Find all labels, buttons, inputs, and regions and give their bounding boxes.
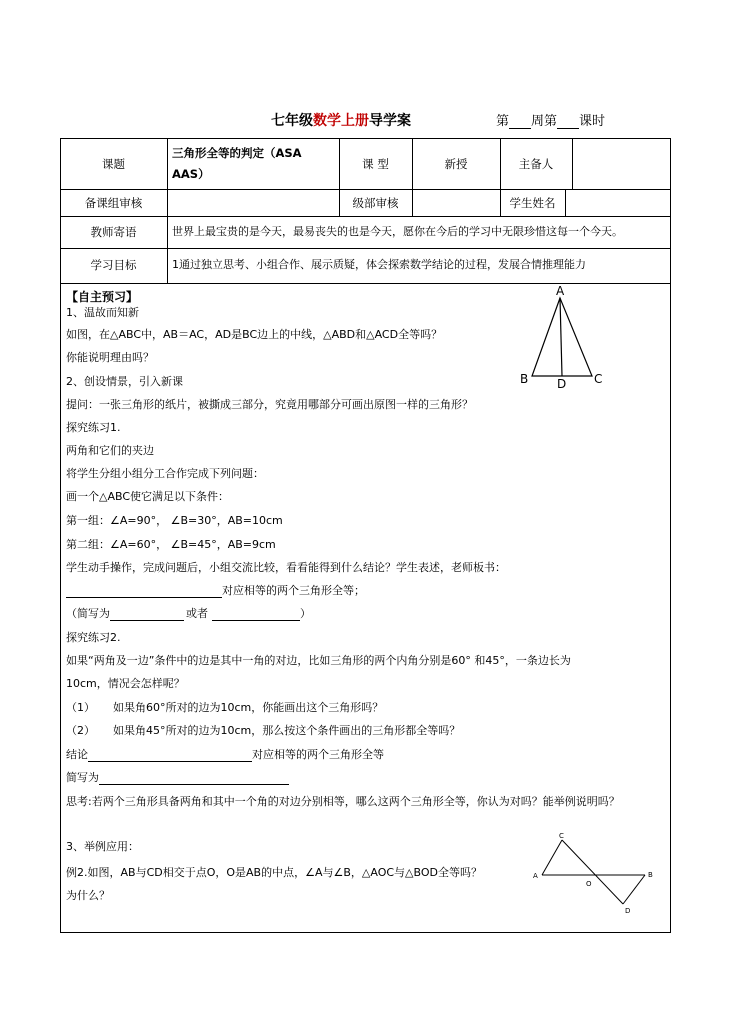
explore2-question-2: 10cm，情况会怎样呢？ [66, 677, 185, 690]
title-grade: 七年级 [271, 113, 313, 129]
table-rule [60, 216, 671, 217]
review-title: 1、温故而知新 [66, 306, 139, 319]
example-title: 3、举例应用： [66, 840, 139, 853]
label-b: B [648, 871, 653, 879]
label-d: D [625, 907, 631, 915]
label-b: B [520, 372, 529, 386]
explore1-title: 探究练习1. [66, 421, 121, 434]
table-rule [60, 248, 671, 249]
example-question: 例2.如图，AB与CD相交于点O，O是AB的中点，∠A与∠B，△AOC与△BOD全等吗？ [66, 866, 482, 879]
teacher-message-label: 教师寄语 [90, 225, 137, 239]
dept-review-label: 级部审核 [352, 196, 399, 210]
label-d: D [557, 377, 567, 391]
topic-label: 课题 [102, 157, 125, 171]
table-rule [565, 189, 566, 216]
learning-goal-text: 1通过独立思考、小组合作、展示质疑，体会探索数学结论的过程，发展合情推理能力 [172, 258, 586, 271]
table-rule [572, 138, 573, 189]
abbr2-blank[interactable] [99, 773, 289, 785]
conclusion2-line: 结论 对应相等的两个三角形全等 [66, 748, 384, 761]
section-title: 【自主预习】 [66, 290, 139, 304]
example-why: 为什么？ [66, 889, 110, 902]
week-lesson-field: 第 周第 课时 [496, 114, 606, 129]
abbr-blank1[interactable] [110, 609, 184, 621]
explore2-title: 探究练习2. [66, 631, 121, 644]
think-question: 思考:若两个三角形具备两角和其中一个角的对边分别相等，哪么这两个三角形全等，你认为对吗？能举例说明吗？ [66, 795, 620, 808]
week-blank[interactable] [509, 116, 531, 129]
intersecting-triangles-figure [528, 828, 664, 920]
scene-question: 提问：一张三角形的纸片，被撕成三部分，究竟用哪部分可画出原图一样的三角形？ [66, 398, 473, 411]
conclusion2-blank[interactable] [88, 750, 252, 762]
topic-line1: 三角形全等的判定（ASA [172, 146, 302, 160]
abbr-line: （简写为 或者 ） [66, 607, 311, 620]
students-do: 学生动手操作，完成问题后，小组交流比较，看看能得到什么结论？学生表述，老师板书： [66, 561, 506, 574]
label-a: A [533, 872, 538, 880]
conclusion1-line: 对应相等的两个三角形全等； [66, 584, 365, 598]
explore2-item2: （2） 如果角45°所对的边为10cm，那么按这个条件画出的三角形都全等吗？ [66, 724, 461, 737]
review-question-reason: 你能说明理由吗？ [66, 351, 154, 364]
label-o: O [586, 880, 592, 888]
abbr2-line: 简写为 [66, 771, 289, 785]
label-c: C [559, 832, 564, 840]
explore1-draw: 画一个△ABC使它满足以下条件： [66, 490, 230, 503]
explore2-item1: （1） 如果角60°所对的边为10cm，你能画出这个三角形吗？ [66, 701, 384, 714]
label-c: C [594, 372, 603, 386]
explore1-subtitle: 两角和它们的夹边 [66, 444, 154, 457]
student-name-label: 学生姓名 [509, 196, 556, 210]
learning-goal-label: 学习目标 [90, 258, 137, 272]
review-question: 如图，在△ABC中，AB＝AC，AD是BC边上的中线，△ABD和△ACD全等吗？ [66, 328, 443, 341]
type-label: 课 型 [362, 157, 389, 171]
table-rule [412, 138, 413, 216]
table-rule [60, 189, 671, 190]
conclusion1-blank[interactable] [66, 586, 222, 598]
label-a: A [556, 284, 565, 298]
topic-line2: AAS） [172, 167, 210, 181]
preparer-label: 主备人 [518, 157, 554, 171]
group2-condition: 第二组：∠A=60°， ∠B=45°，AB=9cm [66, 538, 276, 551]
explore1-task: 将学生分组小组分工合作完成下列问题： [66, 467, 264, 480]
group-review-label: 备课组审核 [84, 196, 143, 210]
lesson-blank[interactable] [557, 116, 579, 129]
abbr-blank2[interactable] [212, 609, 300, 621]
type-value: 新授 [444, 157, 468, 171]
group1-condition: 第一组：∠A=90°， ∠B=30°，AB=10cm [66, 514, 283, 527]
teacher-message-text: 世界上最宝贵的是今天，最易丧失的也是今天，愿你在今后的学习中无限珍惜这每一个今天。 [172, 225, 623, 238]
scene-title: 2、创设情景，引入新课 [66, 375, 183, 388]
title-type: 导学案 [369, 113, 411, 129]
page-title [271, 110, 411, 130]
triangle-abc-figure [510, 282, 610, 392]
explore2-question-1: 如果“两角及一边”条件中的边是其中一角的对边，比如三角形的两个内角分别是60° 和45°，一条边长为 [66, 654, 571, 667]
title-subject: 数学上册 [313, 113, 369, 129]
table-rule [167, 138, 168, 283]
